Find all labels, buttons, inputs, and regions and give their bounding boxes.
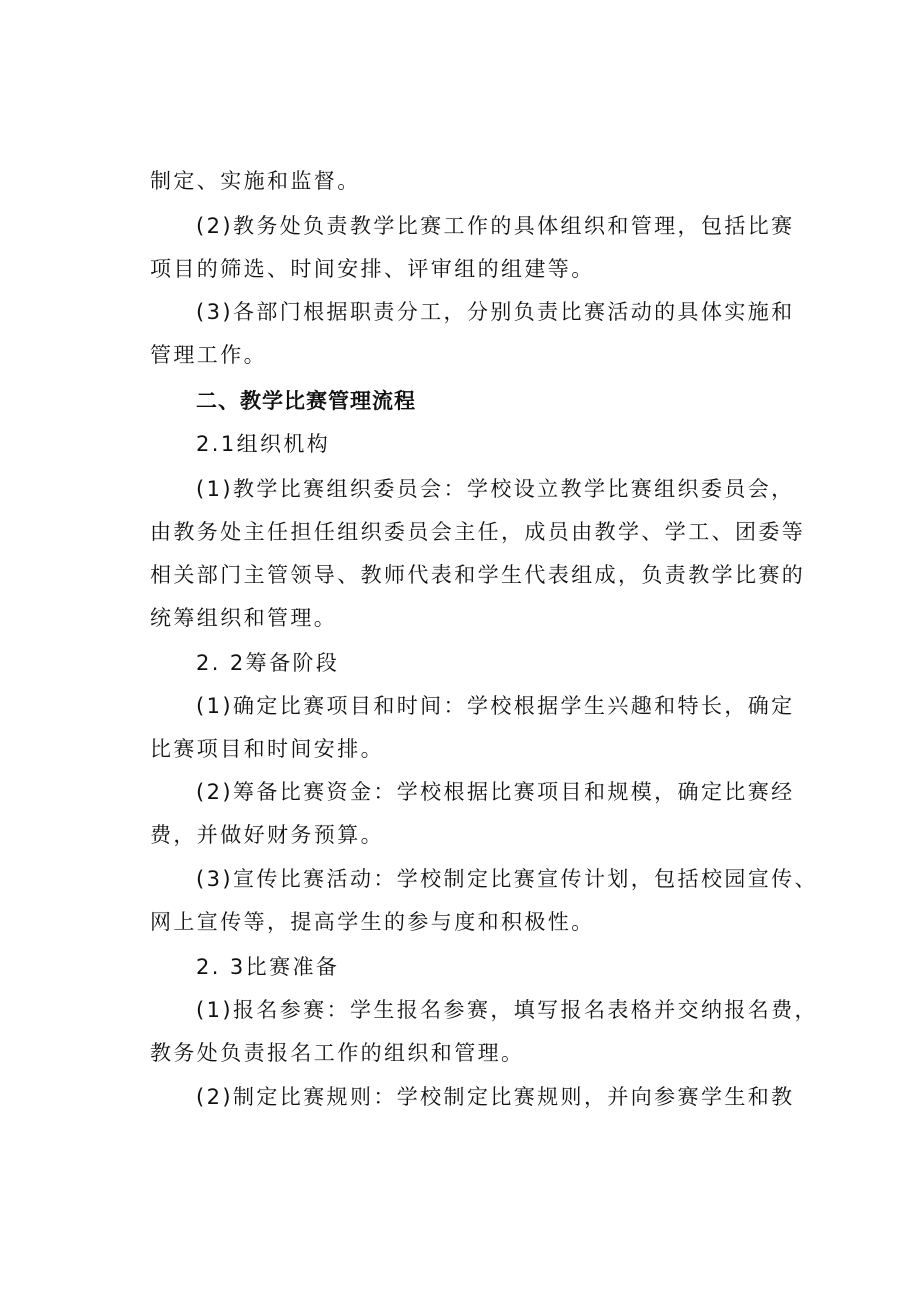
text-line: (2)制定比赛规则：学校制定比赛规则，并向参赛学生和教 [196,1085,795,1109]
text-line: 管理工作。 [150,343,267,367]
subsection-heading: 2. 3比赛准备 [196,955,340,979]
text-line: 费，并做好财务预算。 [150,823,384,847]
text-line: (2)教务处负责教学比赛工作的具体组织和管理，包括比赛 [196,214,795,238]
subsection-heading: 2. 2筹备阶段 [196,651,340,675]
text-line: (3)各部门根据职责分工，分别负责比赛活动的具体实施和 [196,300,795,324]
subsection-heading: 2.1组织机构 [196,432,331,456]
text-line: 教务处负责报名工作的组织和管理。 [150,1041,525,1065]
text-line: 网上宣传等，提高学生的参与度和积极性。 [150,910,595,934]
text-line: 相关部门主管领导、教师代表和学生代表组成，负责教学比赛的 [150,563,806,587]
text-line: 比赛项目和时间安排。 [150,737,384,761]
text-line: 制定、实施和监督。 [150,169,361,193]
text-line: 统筹组织和管理。 [150,606,338,630]
text-line: 由教务处主任担任组织委员会主任，成员由教学、学工、团委等 [150,520,806,544]
text-line: 项目的筛选、时间安排、评审组的组建等。 [150,257,595,281]
text-line: (1)报名参赛：学生报名参赛，填写报名表格并交纳报名费， [196,998,818,1022]
text-line: (3)宣传比赛活动：学校制定比赛宣传计划，包括校园宣传、 [196,867,818,891]
text-line: (2)筹备比赛资金：学校根据比赛项目和规模，确定比赛经 [196,780,795,804]
text-line: (1)确定比赛项目和时间：学校根据学生兴趣和特长，确定 [196,694,795,718]
section-heading: 二、教学比赛管理流程 [196,389,416,413]
text-line: (1)教学比赛组织委员会：学校设立教学比赛组织委员会， [196,477,795,501]
